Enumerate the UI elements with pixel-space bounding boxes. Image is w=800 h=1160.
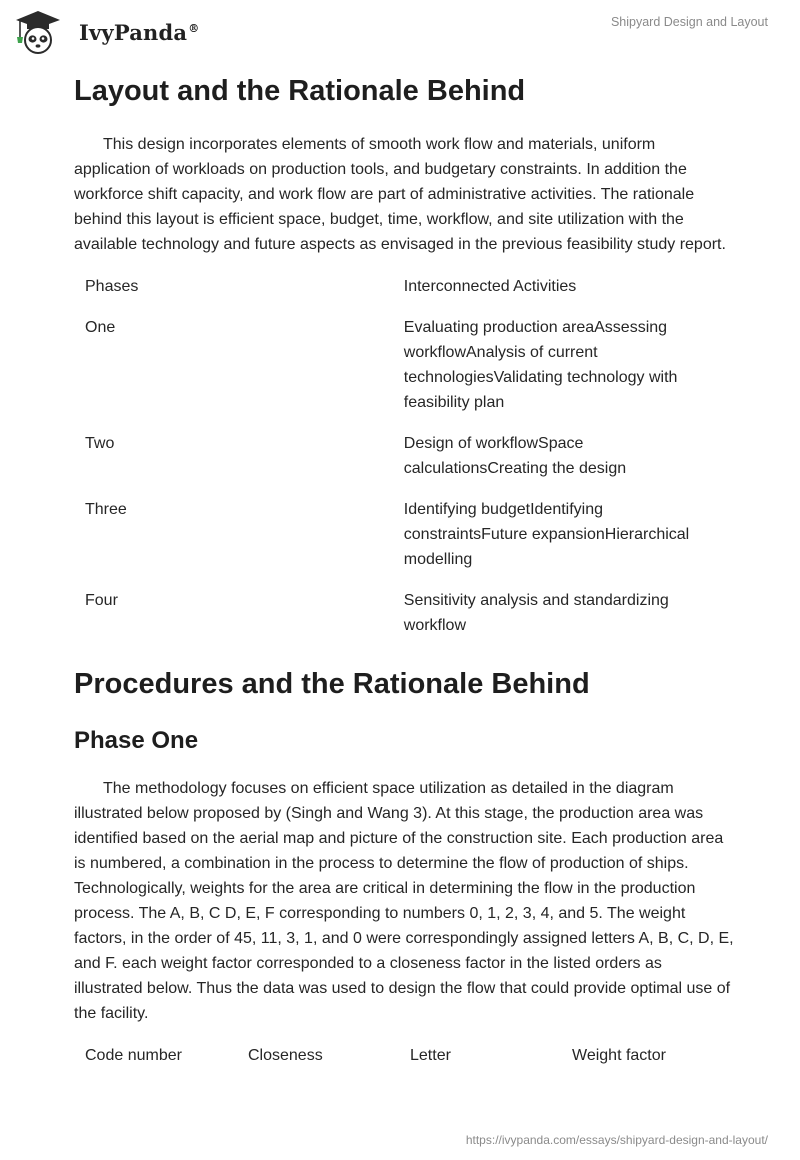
- table-header-cell: Phases: [85, 278, 139, 295]
- table-header-cell: Weight factor: [572, 1047, 666, 1064]
- page-header: [0, 0, 800, 60]
- panda-graduation-icon[interactable]: [14, 9, 62, 55]
- table-row: [74, 307, 734, 423]
- running-title: Shipyard Design and Layout: [610, 15, 768, 29]
- table-cell-phase: Four: [85, 592, 118, 609]
- section-title-procedures: Procedures and the Rationale Behind: [74, 668, 590, 700]
- table-cell-phase: Two: [85, 435, 115, 452]
- brand-name[interactable]: IvyPanda®: [79, 20, 200, 45]
- table-header-row: [74, 266, 734, 307]
- table-header-cell: Code number: [85, 1047, 182, 1064]
- table-cell-activities: Evaluating production areaAssessing workflowAnalysis of current technologiesValidating technology with feasibility plan: [403, 319, 678, 411]
- table-cell-activities: Sensitivity analysis and standardizing workflow: [403, 592, 669, 634]
- table-header-row: [74, 1035, 734, 1076]
- closeness-table: [74, 1035, 734, 1076]
- source-url-link[interactable]: https://ivypanda.com/essays/shipyard-design-and-layout/: [465, 1133, 768, 1147]
- table-header-cell: Letter: [410, 1047, 451, 1064]
- table-cell-phase: Three: [85, 501, 127, 518]
- table-row: [74, 489, 734, 580]
- subsection-title-phase-one: Phase One: [74, 727, 199, 754]
- article-body: [74, 73, 734, 1076]
- phases-table: [74, 266, 734, 646]
- phase-one-paragraph: The methodology focuses on efficient space utilization as detailed in the diagram illustrated below proposed by (Singh and Wang 3). At this stage, the production area was identified based on the aerial map and picture of the construction site. Each production area is numbered, a combination in the process to determine the flow of production of ships. Technologically, weights for the area are critical in determining the flow in the production process. The A, B, C D, E, F corresponding to numbers 0, 1, 2, 3, 4, and 5. The weight factors, in the order of 45, 11, 3, 1, and 0 were correspondingly assigned letters A, B, C, D, E, and F. each weight factor corresponded to a closeness factor in the listed orders as illustrated below. Thus the data was used to design the flow that could provide optimal use of the facility.: [74, 780, 734, 1022]
- table-cell-activities: Design of workflowSpace calculationsCreating the design: [403, 435, 627, 477]
- table-header-cell: Interconnected Activities: [403, 278, 577, 295]
- table-header-cell: Closeness: [248, 1047, 323, 1064]
- table-cell-phase: One: [85, 319, 116, 336]
- section-title-layout: Layout and the Rationale Behind: [74, 75, 526, 107]
- table-row: [74, 423, 734, 489]
- table-row: [74, 580, 734, 646]
- table-cell-activities: Identifying budgetIdentifying constraintsFuture expansionHierarchical modelling: [403, 501, 690, 568]
- layout-paragraph: This design incorporates elements of smooth work flow and materials, uniform application of workloads on production tools, and budgetary constraints. In addition the workforce shift capacity, and work flow are part of administrative activities. The rationale behind this layout is efficient space, budget, time, workflow, and site utilization with the available technology and future aspects as envisaged in the previous feasibility study report.: [74, 136, 726, 253]
